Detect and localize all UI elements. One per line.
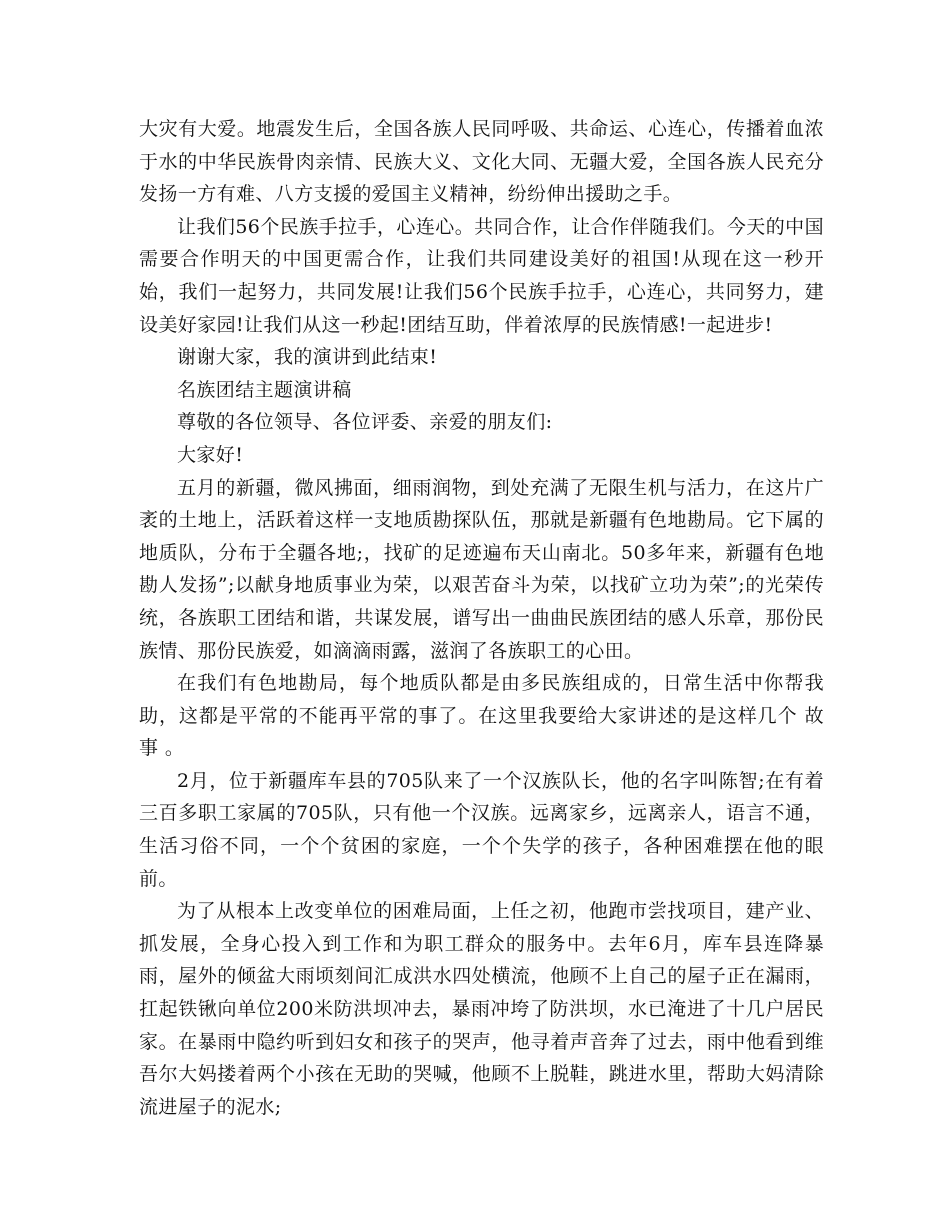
paragraph-unity: 让我们56个民族手拉手，心连心。共同合作，让合作伴随我们。今天的中国需要合作明天的中国更需合作，让我们共同建设美好的祖国!从现在这一秒开始，我们一起努力，共同发展!让我们56个民族手拉手，心连心，共同努力，建设美好家园!让我们从这一秒起!团结互助，伴着浓厚的民族情感!一起进步! (139, 215, 824, 336)
greeting: 大家好! (177, 443, 244, 466)
paragraph-continuation: 大灾有大爱。地震发生后，全国各族人民同呼吸、共命运、心连心，传播着血浓于水的中华民族骨肉亲情、民族大义、文化大同、无疆大爱，全国各族人民充分发扬一方有难、八方支援的爱国主义精神，纷纷伸出援助之手。 (139, 118, 824, 206)
salutation: 尊敬的各位领导、各位评委、亲爱的朋友们: (177, 411, 553, 434)
speech-title: 名族团结主题演讲稿 (177, 378, 352, 401)
paragraph-team-705: 2月，位于新疆库车县的705队来了一个汉族队长，他的名字叫陈智;在有着三百多职工家属的705队，只有他一个汉族。远离家乡，远离亲人，语言不通，生活习俗不同，一个个贫困的家庭，一个个失学的孩子，各种困难摆在他的眼前。 (139, 769, 824, 890)
paragraph-flood: 为了从根本上改变单位的困难局面，上任之初，他跑市尝找项目，建产业、抓发展，全身心投入到工作和为职工群众的服务中。去年6月，库车县连降暴雨，屋外的倾盆大雨顷刻间汇成洪水四处横流，他顾不上自己的屋子正在漏雨，扛起铁锹向单位200米防洪坝冲去，暴雨冲垮了防洪坝，水已淹进了十几户居民家。在暴雨中隐约听到妇女和孩子的哭声，他寻着声音奔了过去，雨中他看到维吾尔大妈搂着两个小孩在无助的哭喊，他顾不上脱鞋，跳进水里，帮助大妈清除流进屋子的泥水; (139, 900, 824, 1118)
paragraph-closing: 谢谢大家，我的演讲到此结束! (177, 346, 438, 369)
document-body (139, 113, 824, 1123)
paragraph-xinjiang: 五月的新疆，微风拂面，细雨润物，到处充满了无限生机与活力，在这片广袤的土地上，活跃着这样一支地质勘探队伍，那就是新疆有色地勘局。它下属的地质队，分布于全疆各地;，找矿的足迹遍布天山南北。50多年来，新疆有色地勘人发扬”;以献身地质事业为荣，以艰苦奋斗为荣，以找矿立功为荣”;的光荣传统，各族职工团结和谐，共谋发展，谱写出一曲曲民族团结的感人乐章，那份民族情、那份民族爱，如滴滴雨露，滋润了各族职工的心田。 (139, 476, 824, 662)
paragraph-bureau: 在我们有色地勘局，每个地质队都是由多民族组成的，日常生活中你帮我助，这都是平常的不能再平常的事了。在这里我要给大家讲述的是这样几个 故事 。 (139, 672, 824, 760)
